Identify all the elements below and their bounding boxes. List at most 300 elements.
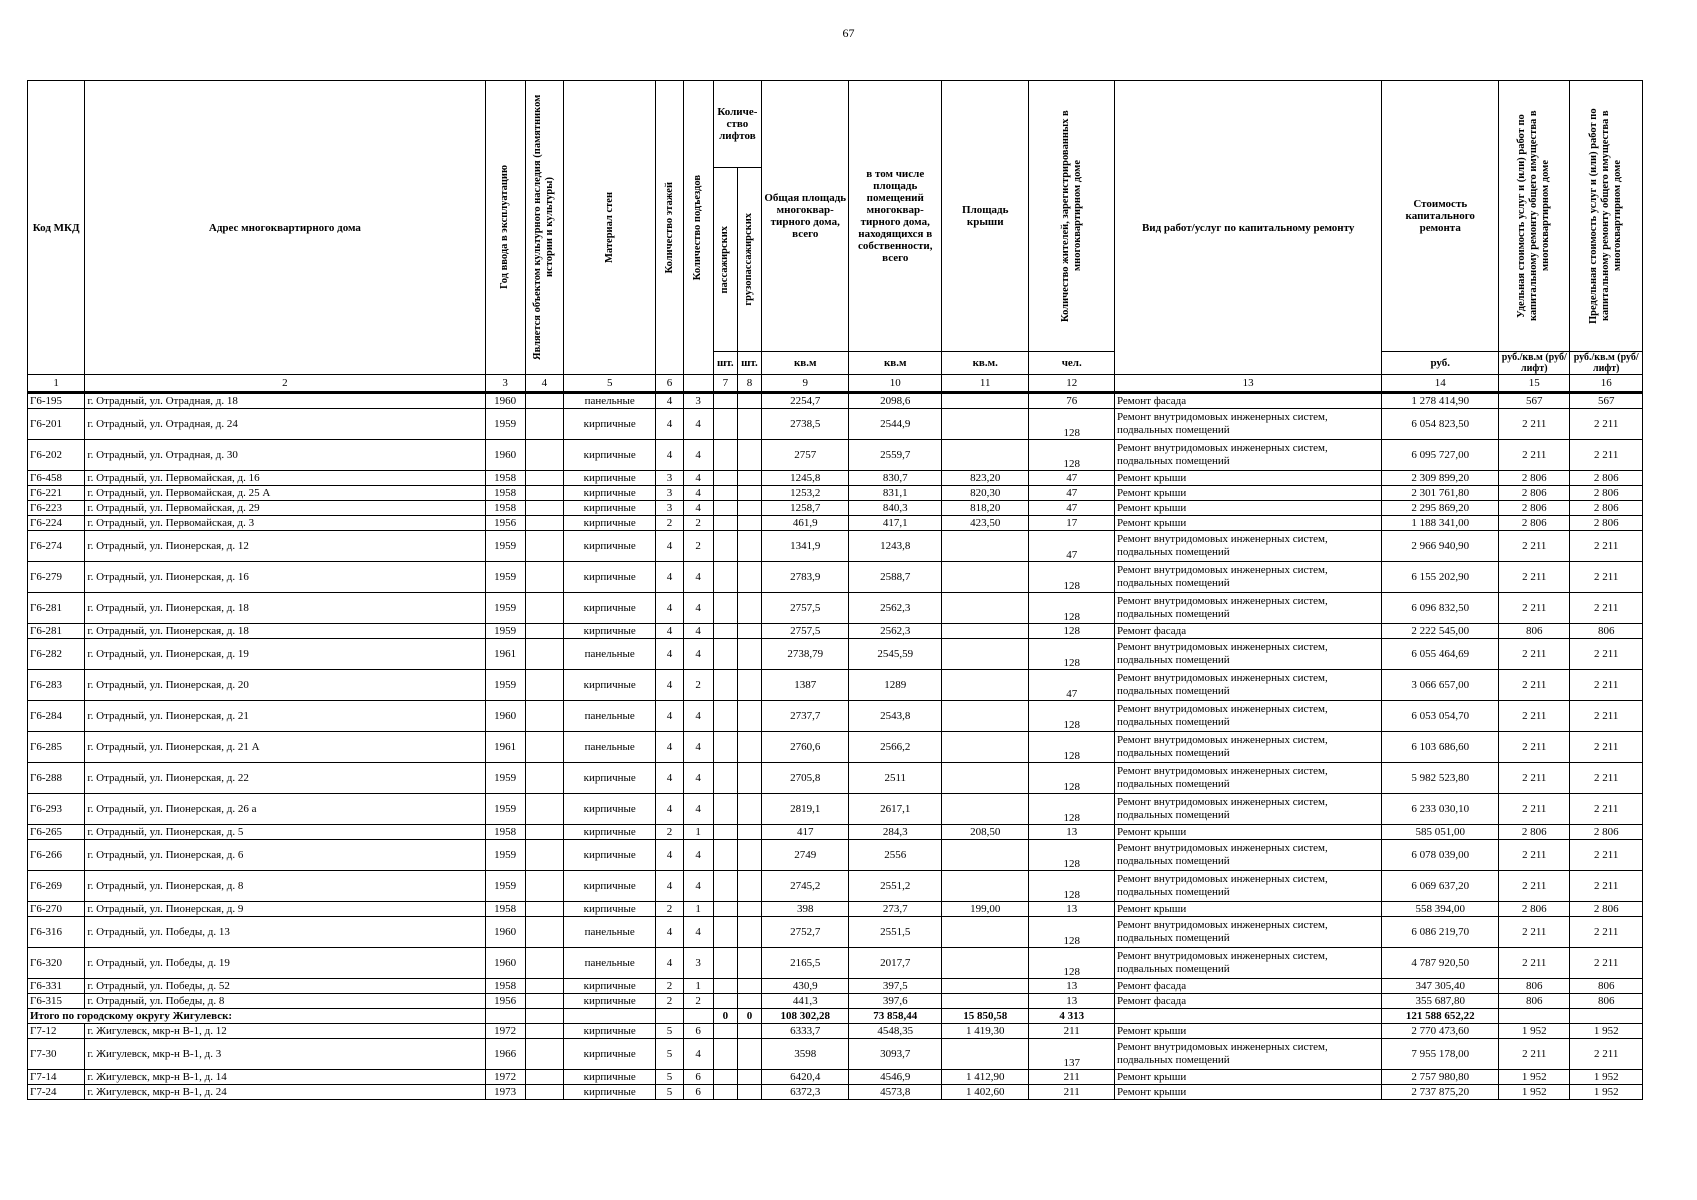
cell-entrances: 2	[683, 994, 713, 1009]
cell-max-cost: 2 211	[1570, 1039, 1643, 1070]
cell-heritage	[525, 732, 563, 763]
cell-heritage	[525, 593, 563, 624]
cell-heritage	[525, 948, 563, 979]
cell-address: г. Отрадный, ул. Первомайская, д. 3	[85, 516, 485, 531]
cell-material: панельные	[563, 917, 656, 948]
cell-lifts-passenger	[713, 948, 737, 979]
cell-unit-cost: 2 211	[1499, 531, 1570, 562]
cell-work-type: Ремонт фасада	[1114, 393, 1381, 409]
cell-cost: 6 069 637,20	[1382, 871, 1499, 902]
cell-material: панельные	[563, 948, 656, 979]
cell-total-area: 2738,79	[762, 639, 849, 670]
cell-max-cost: 2 211	[1570, 409, 1643, 440]
cell-unit-cost: 2 806	[1499, 825, 1570, 840]
cell-kod: Г6-281	[28, 624, 85, 639]
cell-total-area: 2738,5	[762, 409, 849, 440]
cell-residents: 128	[1029, 794, 1114, 825]
table-row	[28, 1039, 1643, 1070]
table-row	[28, 979, 1643, 994]
cell-lifts-cargo	[737, 948, 761, 979]
cell-unit-cost: 1 952	[1499, 1024, 1570, 1039]
header-material: Материал стен	[563, 81, 656, 375]
total-label: Итого по городскому округу Жигулевск:	[28, 1009, 486, 1024]
colnum: 7	[713, 375, 737, 393]
cell-residents: 128	[1029, 840, 1114, 871]
cell-roof-area: 1 402,60	[941, 1085, 1028, 1100]
cell-residents: 128	[1029, 593, 1114, 624]
cell-owned-area: 2617,1	[849, 794, 942, 825]
cell-kod: Г6-274	[28, 531, 85, 562]
cell-material: кирпичные	[563, 624, 656, 639]
cell-year: 1958	[485, 979, 525, 994]
cell-year: 1960	[485, 701, 525, 732]
cell-total-area: 2254,7	[762, 393, 849, 409]
cell-lifts-passenger	[713, 902, 737, 917]
cell-address: г. Отрадный, ул. Пионерская, д. 8	[85, 871, 485, 902]
cell-lifts-passenger	[713, 1039, 737, 1070]
unit-owned-area: кв.м	[849, 352, 942, 375]
cell-address: г. Отрадный, ул. Победы, д. 52	[85, 979, 485, 994]
cell-total-area: 2752,7	[762, 917, 849, 948]
table-row	[28, 701, 1643, 732]
cell-entrances: 4	[683, 440, 713, 471]
colnum: 12	[1029, 375, 1114, 393]
unit-unit-cost: руб./кв.м (руб/лифт)	[1499, 352, 1570, 375]
cell-work-type: Ремонт внутридомовых инженерных систем, подвальных помещений	[1114, 840, 1381, 871]
cell-lifts-passenger	[713, 471, 737, 486]
cell-lifts-passenger	[713, 562, 737, 593]
cell-lifts-cargo	[737, 1070, 761, 1085]
cell-address: г. Отрадный, ул. Пионерская, д. 19	[85, 639, 485, 670]
cell-material: кирпичные	[563, 794, 656, 825]
table-row	[28, 948, 1643, 979]
cell-lifts-passenger	[713, 393, 737, 409]
cell-lifts-passenger	[713, 1024, 737, 1039]
cell-lifts-cargo	[737, 732, 761, 763]
cell-entrances: 3	[683, 393, 713, 409]
cell-floors: 4	[656, 593, 683, 624]
cell-material: панельные	[563, 732, 656, 763]
header-max-cost: Предельная стоимость услуг и (или) работ по капитальному ремонту общего имущества в многоквартирном доме	[1570, 81, 1643, 352]
cell-address: г. Жигулевск, мкр-н В-1, д. 12	[85, 1024, 485, 1039]
cell-total-area: 2745,2	[762, 871, 849, 902]
cell-material: панельные	[563, 701, 656, 732]
cell-floors: 5	[656, 1039, 683, 1070]
cell-roof-area	[941, 670, 1028, 701]
cell-owned-area: 4546,9	[849, 1070, 942, 1085]
cell-lifts-cargo	[737, 701, 761, 732]
cell-entrances: 4	[683, 471, 713, 486]
colnum: 3	[485, 375, 525, 393]
cell-cost: 6 103 686,60	[1382, 732, 1499, 763]
cell-floors: 4	[656, 871, 683, 902]
cell-owned-area: 3093,7	[849, 1039, 942, 1070]
header-lifts-passenger: пассажирских	[713, 168, 737, 352]
cell-cost: 1 188 341,00	[1382, 516, 1499, 531]
cell-address: г. Отрадный, ул. Пионерская, д. 18	[85, 624, 485, 639]
colnum: 14	[1382, 375, 1499, 393]
header-unit-cost: Удельная стоимость услуг и (или) работ по капитальному ремонту общего имущества в многоквартирном доме	[1499, 81, 1570, 352]
cell-year: 1958	[485, 471, 525, 486]
cell-residents: 211	[1029, 1085, 1114, 1100]
header-cost: Стоимость капитального ремонта	[1382, 81, 1499, 352]
cell-heritage	[525, 871, 563, 902]
cell-roof-area: 208,50	[941, 825, 1028, 840]
cell-heritage	[525, 917, 563, 948]
cell-material: кирпичные	[563, 440, 656, 471]
cell-roof-area	[941, 948, 1028, 979]
cell-owned-area: 840,3	[849, 501, 942, 516]
cell-year: 1959	[485, 562, 525, 593]
cell-lifts-passenger	[713, 531, 737, 562]
cell-work-type: Ремонт фасада	[1114, 979, 1381, 994]
colnum: 16	[1570, 375, 1643, 393]
cell-floors: 2	[656, 979, 683, 994]
cell-kod: Г6-202	[28, 440, 85, 471]
cell-max-cost: 2 211	[1570, 871, 1643, 902]
cell-material: кирпичные	[563, 979, 656, 994]
cell-max-cost: 2 211	[1570, 917, 1643, 948]
cell-heritage	[525, 902, 563, 917]
cell-floors: 4	[656, 624, 683, 639]
unit-lifts-cargo: шт.	[737, 352, 761, 375]
cell-lifts-cargo	[737, 440, 761, 471]
total-empty	[525, 1009, 563, 1024]
table-row	[28, 1085, 1643, 1100]
table-row	[28, 871, 1643, 902]
cell-cost: 6 095 727,00	[1382, 440, 1499, 471]
cell-material: кирпичные	[563, 840, 656, 871]
cell-address: г. Отрадный, ул. Пионерская, д. 6	[85, 840, 485, 871]
header-work-type: Вид работ/услуг по капитальному ремонту	[1114, 81, 1381, 375]
cell-year: 1972	[485, 1070, 525, 1085]
cell-roof-area	[941, 624, 1028, 639]
cell-roof-area: 818,20	[941, 501, 1028, 516]
table-row	[28, 902, 1643, 917]
cell-lifts-cargo	[737, 794, 761, 825]
cell-residents: 128	[1029, 562, 1114, 593]
cell-year: 1956	[485, 516, 525, 531]
header-roof-area: Площадь крыши	[941, 81, 1028, 352]
cell-entrances: 6	[683, 1085, 713, 1100]
cell-owned-area: 831,1	[849, 486, 942, 501]
cell-year: 1959	[485, 763, 525, 794]
cell-floors: 5	[656, 1070, 683, 1085]
cell-lifts-cargo	[737, 562, 761, 593]
cell-heritage	[525, 393, 563, 409]
cell-residents: 13	[1029, 994, 1114, 1009]
cell-kod: Г7-30	[28, 1039, 85, 1070]
cell-address: г. Отрадный, ул. Пионерская, д. 16	[85, 562, 485, 593]
cell-total-area: 6333,7	[762, 1024, 849, 1039]
cell-total-area: 2749	[762, 840, 849, 871]
cell-entrances: 4	[683, 486, 713, 501]
cell-year: 1959	[485, 531, 525, 562]
cell-kod: Г6-283	[28, 670, 85, 701]
cell-owned-area: 2511	[849, 763, 942, 794]
cell-max-cost: 2 806	[1570, 516, 1643, 531]
cell-work-type: Ремонт крыши	[1114, 501, 1381, 516]
cell-work-type: Ремонт фасада	[1114, 994, 1381, 1009]
cell-entrances: 4	[683, 732, 713, 763]
cell-floors: 4	[656, 917, 683, 948]
cell-lifts-cargo	[737, 624, 761, 639]
cell-lifts-cargo	[737, 902, 761, 917]
total-row	[28, 1009, 1643, 1024]
cell-address: г. Отрадный, ул. Первомайская, д. 29	[85, 501, 485, 516]
cell-lifts-cargo	[737, 531, 761, 562]
cell-entrances: 4	[683, 794, 713, 825]
cell-entrances: 4	[683, 871, 713, 902]
cell-floors: 4	[656, 440, 683, 471]
cell-roof-area	[941, 763, 1028, 794]
cell-work-type: Ремонт внутридомовых инженерных систем, подвальных помещений	[1114, 562, 1381, 593]
cell-lifts-cargo	[737, 1085, 761, 1100]
cell-lifts-passenger	[713, 516, 737, 531]
cell-cost: 2 966 940,90	[1382, 531, 1499, 562]
cell-total-area: 3598	[762, 1039, 849, 1070]
cell-work-type: Ремонт внутридомовых инженерных систем, подвальных помещений	[1114, 948, 1381, 979]
cell-max-cost: 2 211	[1570, 670, 1643, 701]
cell-work-type: Ремонт внутридомовых инженерных систем, подвальных помещений	[1114, 531, 1381, 562]
cell-cost: 2 301 761,80	[1382, 486, 1499, 501]
cell-work-type: Ремонт внутридомовых инженерных систем, подвальных помещений	[1114, 593, 1381, 624]
cell-address: г. Отрадный, ул. Пионерская, д. 22	[85, 763, 485, 794]
unit-residents: чел.	[1029, 352, 1114, 375]
cell-heritage	[525, 825, 563, 840]
cell-floors: 4	[656, 732, 683, 763]
cell-year: 1959	[485, 409, 525, 440]
cell-owned-area: 2544,9	[849, 409, 942, 440]
cell-roof-area: 1 419,30	[941, 1024, 1028, 1039]
cell-address: г. Жигулевск, мкр-н В-1, д. 14	[85, 1070, 485, 1085]
cell-residents: 128	[1029, 624, 1114, 639]
cell-heritage	[525, 440, 563, 471]
cell-work-type: Ремонт фасада	[1114, 624, 1381, 639]
colnum: 8	[737, 375, 761, 393]
colnum: 2	[85, 375, 485, 393]
table-row	[28, 593, 1643, 624]
cell-cost: 1 278 414,90	[1382, 393, 1499, 409]
cell-total-area: 1258,7	[762, 501, 849, 516]
cell-lifts-passenger	[713, 701, 737, 732]
cell-material: панельные	[563, 393, 656, 409]
cell-unit-cost: 2 211	[1499, 670, 1570, 701]
cell-lifts-passenger	[713, 440, 737, 471]
cell-material: кирпичные	[563, 486, 656, 501]
total-empty	[485, 1009, 525, 1024]
cell-cost: 6 053 054,70	[1382, 701, 1499, 732]
total-empty	[563, 1009, 656, 1024]
cell-floors: 2	[656, 902, 683, 917]
cell-unit-cost: 2 211	[1499, 871, 1570, 902]
cell-lifts-cargo	[737, 1024, 761, 1039]
cell-cost: 2 295 869,20	[1382, 501, 1499, 516]
cell-lifts-cargo	[737, 593, 761, 624]
cell-unit-cost: 2 211	[1499, 948, 1570, 979]
cell-lifts-passenger	[713, 501, 737, 516]
total-cost: 121 588 652,22	[1382, 1009, 1499, 1024]
cell-roof-area	[941, 531, 1028, 562]
cell-lifts-cargo	[737, 639, 761, 670]
cell-total-area: 6420,4	[762, 1070, 849, 1085]
colnum: 9	[762, 375, 849, 393]
total-lifts-passenger: 0	[713, 1009, 737, 1024]
cell-lifts-passenger	[713, 732, 737, 763]
cell-address: г. Отрадный, ул. Победы, д. 13	[85, 917, 485, 948]
cell-total-area: 1245,8	[762, 471, 849, 486]
cell-material: кирпичные	[563, 1024, 656, 1039]
cell-work-type: Ремонт крыши	[1114, 1085, 1381, 1100]
cell-roof-area	[941, 593, 1028, 624]
cell-entrances: 4	[683, 501, 713, 516]
cell-address: г. Отрадный, ул. Пионерская, д. 20	[85, 670, 485, 701]
cell-year: 1961	[485, 732, 525, 763]
cell-kod: Г7-12	[28, 1024, 85, 1039]
cell-floors: 4	[656, 670, 683, 701]
table-row	[28, 531, 1643, 562]
cell-owned-area: 4573,8	[849, 1085, 942, 1100]
cell-unit-cost: 2 211	[1499, 917, 1570, 948]
header-lifts: Количе-ство лифтов	[713, 81, 761, 168]
cell-floors: 5	[656, 1024, 683, 1039]
cell-roof-area: 199,00	[941, 902, 1028, 917]
cell-cost: 2 757 980,80	[1382, 1070, 1499, 1085]
total-empty	[1114, 1009, 1381, 1024]
cell-roof-area	[941, 979, 1028, 994]
cell-owned-area: 2588,7	[849, 562, 942, 593]
cell-lifts-passenger	[713, 840, 737, 871]
cell-heritage	[525, 471, 563, 486]
cell-residents: 47	[1029, 531, 1114, 562]
table-row	[28, 516, 1643, 531]
cell-cost: 2 222 545,00	[1382, 624, 1499, 639]
cell-owned-area: 2098,6	[849, 393, 942, 409]
cell-lifts-cargo	[737, 516, 761, 531]
table-row	[28, 624, 1643, 639]
cell-address: г. Отрадный, ул. Пионерская, д. 21 А	[85, 732, 485, 763]
cell-max-cost: 2 211	[1570, 531, 1643, 562]
header-lifts-cargo: грузопассажирских	[737, 168, 761, 352]
cell-heritage	[525, 1024, 563, 1039]
cell-year: 1960	[485, 393, 525, 409]
cell-entrances: 6	[683, 1024, 713, 1039]
cell-entrances: 4	[683, 593, 713, 624]
cell-total-area: 430,9	[762, 979, 849, 994]
cell-owned-area: 284,3	[849, 825, 942, 840]
cell-floors: 4	[656, 393, 683, 409]
cell-kod: Г6-315	[28, 994, 85, 1009]
cell-residents: 13	[1029, 902, 1114, 917]
cell-lifts-passenger	[713, 639, 737, 670]
cell-floors: 3	[656, 501, 683, 516]
cell-unit-cost: 1 952	[1499, 1085, 1570, 1100]
cell-roof-area	[941, 393, 1028, 409]
cell-year: 1959	[485, 670, 525, 701]
cell-lifts-cargo	[737, 871, 761, 902]
cell-heritage	[525, 1039, 563, 1070]
cell-kod: Г6-265	[28, 825, 85, 840]
cell-year: 1958	[485, 486, 525, 501]
cell-roof-area: 823,20	[941, 471, 1028, 486]
cell-lifts-passenger	[713, 1070, 737, 1085]
cell-heritage	[525, 670, 563, 701]
colnum: 1	[28, 375, 85, 393]
cell-residents: 128	[1029, 440, 1114, 471]
cell-cost: 2 737 875,20	[1382, 1085, 1499, 1100]
cell-entrances: 4	[683, 562, 713, 593]
cell-unit-cost: 2 211	[1499, 732, 1570, 763]
cell-work-type: Ремонт внутридомовых инженерных систем, подвальных помещений	[1114, 1039, 1381, 1070]
cell-total-area: 398	[762, 902, 849, 917]
cell-roof-area	[941, 639, 1028, 670]
cell-roof-area	[941, 1039, 1028, 1070]
cell-cost: 6 233 030,10	[1382, 794, 1499, 825]
cell-work-type: Ремонт крыши	[1114, 902, 1381, 917]
cell-total-area: 461,9	[762, 516, 849, 531]
cell-address: г. Отрадный, ул. Пионерская, д. 9	[85, 902, 485, 917]
cell-cost: 558 394,00	[1382, 902, 1499, 917]
cell-owned-area: 417,1	[849, 516, 942, 531]
cell-total-area: 2757	[762, 440, 849, 471]
total-roof-area: 15 850,58	[941, 1009, 1028, 1024]
table-body	[28, 393, 1643, 1100]
cell-total-area: 2165,5	[762, 948, 849, 979]
cell-floors: 4	[656, 948, 683, 979]
cell-cost: 2 770 473,60	[1382, 1024, 1499, 1039]
cell-lifts-passenger	[713, 794, 737, 825]
total-empty	[656, 1009, 683, 1024]
cell-lifts-passenger	[713, 763, 737, 794]
cell-lifts-passenger	[713, 825, 737, 840]
cell-max-cost: 2 806	[1570, 902, 1643, 917]
colnum: 15	[1499, 375, 1570, 393]
cell-floors: 4	[656, 840, 683, 871]
unit-cost: руб.	[1382, 352, 1499, 375]
cell-year: 1959	[485, 794, 525, 825]
cell-owned-area: 830,7	[849, 471, 942, 486]
cell-cost: 5 982 523,80	[1382, 763, 1499, 794]
cell-lifts-passenger	[713, 979, 737, 994]
cell-lifts-passenger	[713, 871, 737, 902]
cell-owned-area: 273,7	[849, 902, 942, 917]
cell-residents: 137	[1029, 1039, 1114, 1070]
cell-max-cost: 2 211	[1570, 701, 1643, 732]
table-row	[28, 825, 1643, 840]
cell-year: 1966	[485, 1039, 525, 1070]
cell-floors: 3	[656, 471, 683, 486]
table-row	[28, 917, 1643, 948]
cell-unit-cost: 2 211	[1499, 701, 1570, 732]
cell-material: кирпичные	[563, 593, 656, 624]
cell-residents: 47	[1029, 501, 1114, 516]
cell-unit-cost: 2 211	[1499, 763, 1570, 794]
header-total-area: Общая площадь многоквар-тирного дома, всего	[762, 81, 849, 352]
cell-unit-cost: 2 211	[1499, 409, 1570, 440]
cell-roof-area: 1 412,90	[941, 1070, 1028, 1085]
cell-residents: 128	[1029, 871, 1114, 902]
cell-total-area: 2783,9	[762, 562, 849, 593]
cell-kod: Г6-458	[28, 471, 85, 486]
cell-kod: Г7-14	[28, 1070, 85, 1085]
cell-cost: 3 066 657,00	[1382, 670, 1499, 701]
cell-cost: 355 687,80	[1382, 994, 1499, 1009]
cell-work-type: Ремонт внутридомовых инженерных систем, подвальных помещений	[1114, 440, 1381, 471]
cell-address: г. Отрадный, ул. Победы, д. 8	[85, 994, 485, 1009]
table-row	[28, 994, 1643, 1009]
cell-heritage	[525, 624, 563, 639]
cell-max-cost: 2 211	[1570, 732, 1643, 763]
